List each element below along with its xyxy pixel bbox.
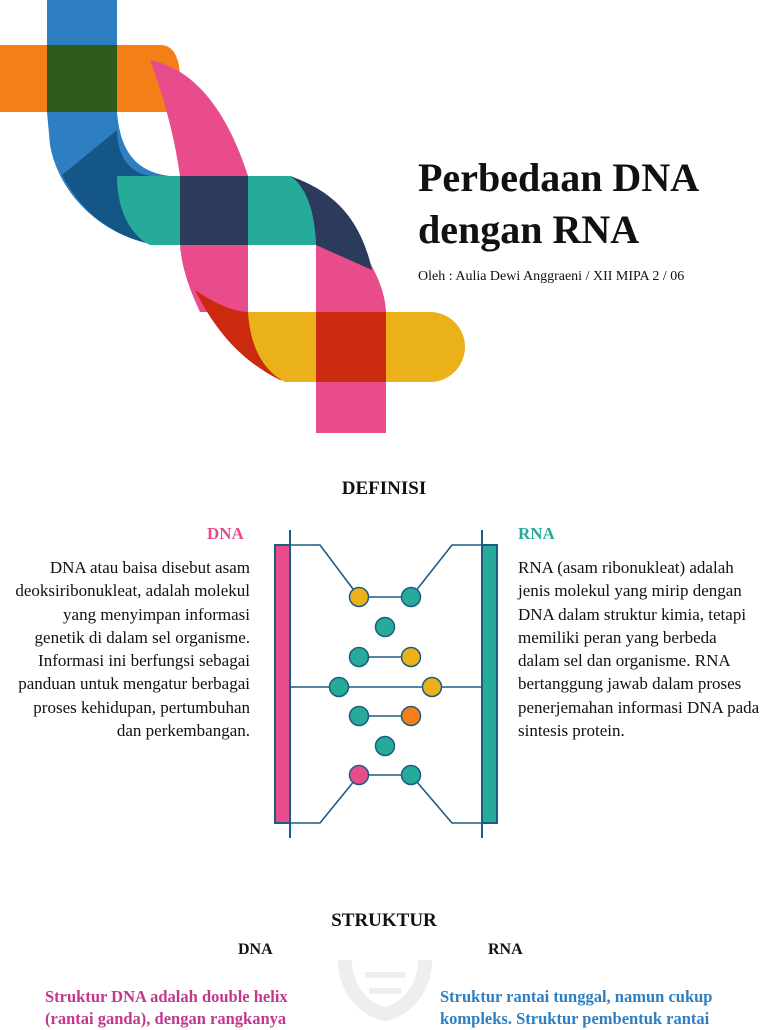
helix-yellow-strand (248, 312, 465, 382)
struktur-rna-text (440, 986, 766, 1030)
definisi-heading: DEFINISI (341, 478, 427, 499)
struktur-rna-label: RNA (488, 941, 523, 958)
helix-overlap-green (47, 45, 117, 112)
struktur-rna-text-line-1: Struktur rantai tunggal, namun cukup (440, 987, 713, 1006)
dna-ladder-diagram (270, 530, 505, 840)
ladder-connectors (290, 545, 482, 823)
ladder-nodes (330, 588, 442, 785)
struktur-dna-text-line-1: Struktur DNA adalah double helix (45, 987, 288, 1006)
ladder-left-bar (275, 545, 290, 823)
faint-dna-watermark-icon (335, 950, 435, 1024)
title-line-2: dengan RNA (418, 207, 640, 252)
definisi-dna-text: DNA atau baisa disebut asam deoksiribonukleat, adalah molekul yang menyimpan informasi genetik di dalam sel organisme. Informasi ini berfungsi sebagai panduan untuk mengatur berbagai proses kehidupan, pertumbuhan dan perkembangan. (15, 558, 250, 741)
author-line: Oleh : Aulia Dewi Anggraeni / XII MIPA 2 / 06 (418, 269, 685, 284)
definisi-rna-label: RNA (518, 524, 555, 543)
struktur-rna-text-line-2: kompleks. Struktur pembentuk rantai (440, 1009, 710, 1028)
struktur-dna-label: DNA (238, 941, 273, 958)
struktur-dna-text-line-2: (rantai ganda), dengan rangkanya (45, 1009, 287, 1028)
definisi-rna-text: RNA (asam ribonukleat) adalah jenis molekul yang mirip dengan DNA dalam struktur kimia, tetapi memiliki peran yang berbeda dalam sel dan organisme. RNA bertanggung jawab dalam proses penerjemahan informasi DNA pada sintesis protein. (518, 558, 760, 741)
ladder-right-bar (482, 545, 497, 823)
struktur-dna-text (45, 986, 288, 1030)
title-line-1: Perbedaan DNA (418, 155, 700, 200)
definisi-dna-label: DNA (207, 524, 244, 543)
dna-helix-illustration (0, 0, 470, 435)
struktur-heading: STRUKTUR (331, 910, 437, 931)
page-title (418, 152, 758, 256)
